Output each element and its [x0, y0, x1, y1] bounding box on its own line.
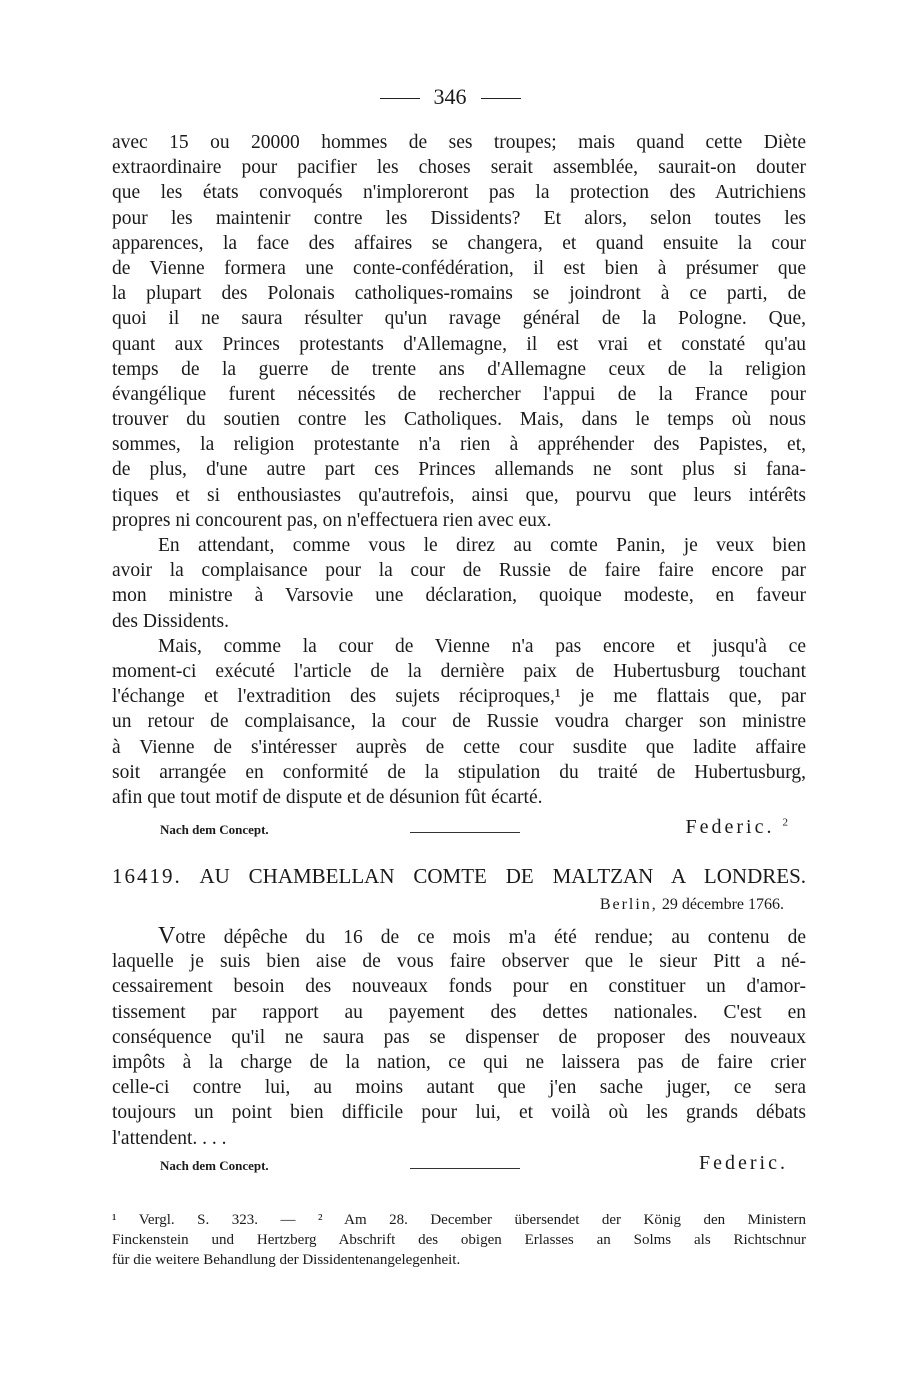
footnotes [112, 1210, 806, 1270]
signature-text: Federic. [685, 816, 775, 838]
text-line: quant aux Princes protestants d'Allemagne, il est vrai et constaté qu'au [112, 333, 806, 355]
text-line: l'attendent. . . . [112, 1127, 227, 1149]
letter-1-body [112, 130, 806, 810]
text-line: avoir la complaisance pour la cour de Russie de faire faire encore par [112, 560, 806, 582]
text-line: celle-ci contre lui, au moins autant que j'en sache juger, ce sera [112, 1077, 806, 1099]
text-line: à Vienne de s'intéresser auprès de cette cour susdite que ladite affaire [112, 736, 806, 758]
text-line: l'échange et l'extradition des sujets réciproques,¹ je me flattais que, par [112, 686, 806, 708]
text-line: En attendant, comme vous le direz au comte Panin, je veux bien [158, 535, 806, 556]
signature: Federic. [699, 1152, 788, 1174]
letter-number: 16419. [112, 864, 182, 888]
text-line: propres ni concourent pas, on n'effectuera rien avec eux. [112, 509, 552, 531]
text-line: sommes, la religion protestante n'a rien à appréhender des Papistes, et, [112, 434, 806, 456]
text-line: un retour de complaisance, la cour de Russie voudra charger son ministre [112, 711, 806, 733]
initial-letter: V [158, 923, 176, 949]
text-line: laquelle je suis bien aise de vous faire observer que le sieur Pitt a né- [112, 951, 806, 973]
text-line [112, 924, 806, 949]
text-line: de Vienne formera une conte-confédération, il est bien à présumer que [112, 257, 806, 279]
signature [686, 816, 788, 839]
page-number: 346 [433, 84, 467, 109]
text-line: la plupart des Polonais catholiques-romains se joindront à ce parti, de [112, 283, 806, 305]
text-line: extraordinaire pour pacifier les choses serait assemblée, saurait-on douter [112, 157, 806, 179]
letter-title: AU CHAMBELLAN COMTE DE MALTZAN A LONDRES. [199, 864, 806, 888]
text-line: conséquence qu'il ne saura pas se dispenser de proposer des nouveaux [112, 1026, 806, 1048]
footnote-line: Finckenstein und Hertzberg Abschrift des obigen Erlasses an Solms als Richtschnur [112, 1232, 806, 1248]
text-line: avec 15 ou 20000 hommes de ses troupes; mais quand cette Diète [112, 132, 806, 153]
text-line: apparences, la face des affaires se changera, et quand ensuite la cour [112, 232, 806, 254]
source-note: Nach dem Concept. [160, 1158, 269, 1173]
first-line-text: otre dépêche du 16 de ce mois m'a été rendue; au contenu de [175, 927, 806, 948]
text-line: tissement par rapport au payement des dettes nationales. C'est en [112, 1001, 806, 1023]
letter-2-signature-row [112, 1152, 806, 1178]
letter-1-signature-row [112, 816, 806, 842]
text-line: afin que tout motif de dispute et de désunion fût écarté. [112, 786, 543, 808]
text-line: temps de la guerre de trente ans d'Allemagne ceux de la religion [112, 358, 806, 380]
text-line: soit arrangée en conformité de la stipulation du traité de Hubertusburg, [112, 761, 806, 783]
date-city: Berlin, [599, 896, 658, 913]
text-line: mon ministre à Varsovie une déclaration, quoique modeste, en faveur [112, 585, 806, 607]
letter-2-body [112, 924, 806, 1151]
text-line: des Dissidents. [112, 610, 229, 632]
source-note: Nach dem Concept. [160, 822, 269, 837]
text-line: impôts à la charge de la nation, ce qui ne laissera pas de faire crier [112, 1051, 806, 1073]
footnote-line: ¹ Vergl. S. 323. — ² Am 28. December übersendet der König den Ministern [112, 1212, 806, 1228]
text-line: quoi il ne saura résulter qu'un ravage général de la Pologne. Que, [112, 308, 806, 330]
text-line: trouver du soutien contre les Catholiques. Mais, dans le temps où nous [112, 409, 806, 431]
footnote-mark: 2 [782, 816, 788, 829]
separator-rule [410, 832, 520, 833]
text-line: cessairement besoin des nouveaux fonds pour en constituer un d'amor- [112, 976, 806, 998]
letter-2-heading [112, 862, 806, 890]
footnote-line: für die weitere Behandlung der Dissidentenangelegenheit. [112, 1252, 461, 1268]
text-line: évangélique furent nécessités de rechercher l'appui de la France pour [112, 383, 806, 405]
text-line: de plus, d'une autre part ces Princes allemands ne sont plus si fana- [112, 459, 806, 481]
text-line: Mais, comme la cour de Vienne n'a pas encore et jusqu'à ce [158, 635, 806, 657]
text-line: moment-ci exécuté l'article de la dernière paix de Hubertusburg touchant [112, 660, 806, 682]
letter-2-dateline [600, 896, 784, 914]
page-header [0, 84, 900, 110]
text-line: que les états convoqués n'imploreront pas la protection des Autrichiens [112, 182, 806, 204]
header-dash-left [380, 98, 420, 99]
date-text: 29 décembre 1766. [661, 896, 784, 913]
text-line: tiques et si enthousiastes qu'autrefois, ainsi que, pourvu que leurs intérêts [112, 484, 806, 506]
text-line: toujours un point bien difficile pour lui, et voilà où les grands débats [112, 1102, 806, 1124]
header-dash-right [481, 98, 521, 99]
text-line: pour les maintenir contre les Dissidents? Et alors, selon toutes les [112, 207, 806, 229]
separator-rule [410, 1168, 520, 1169]
